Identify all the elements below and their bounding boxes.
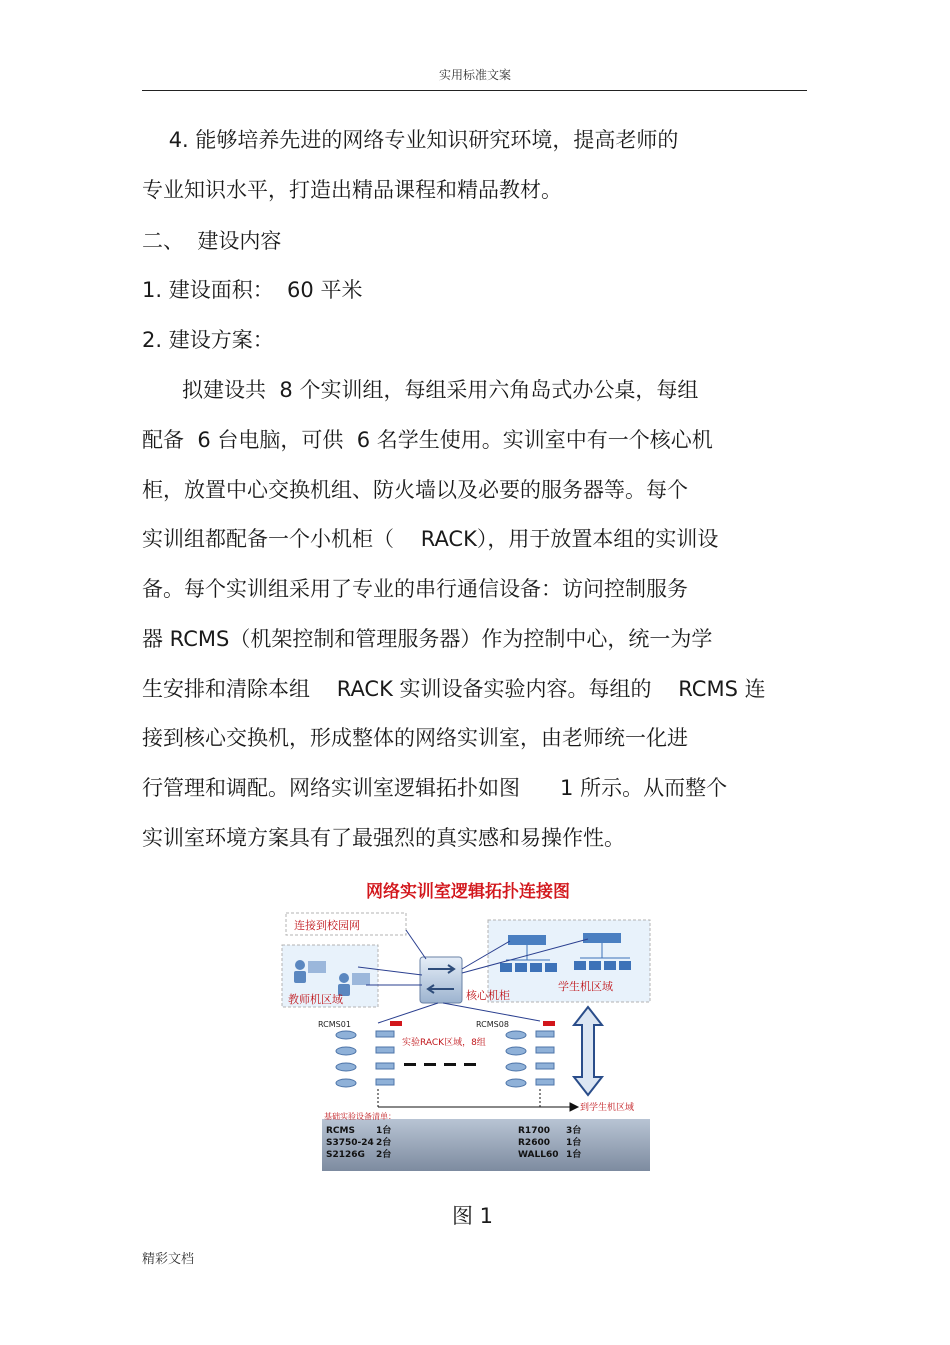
equipment-qty: 1台: [566, 1150, 582, 1160]
equipment-qty: 1台: [376, 1126, 392, 1136]
rack-dashes: [404, 1063, 476, 1066]
equipment-qty: 2台: [376, 1138, 392, 1148]
paragraph-line: 实训室环境方案具有了最强烈的真实感和易操作性。: [142, 826, 625, 850]
paragraph-line: 柜，放置中心交换机组、防火墙以及必要的服务器等。每个: [142, 478, 688, 502]
page-header: 实用标准文案: [438, 68, 511, 82]
paragraph-line: 器 RCMS（机架控制和管理服务器）作为控制中心，统一为学: [142, 627, 713, 651]
to-student-label: 到学生机区域: [580, 1103, 635, 1113]
page-footer: 精彩文档: [142, 1252, 195, 1267]
paragraph-line: 生安排和清除本组 RACK 实训设备实验内容。每组的 RCMS 连: [142, 677, 766, 701]
paragraph-line: 实训组都配备一个小机柜（ RACK），用于放置本组的实训设: [142, 527, 719, 551]
paragraph-line: 1. 建设面积： 60 平米: [142, 278, 363, 302]
paragraph-line: 行管理和调配。网络实训室逻辑拓扑如图 1 所示。从而整个: [142, 776, 728, 800]
student-label: 学生机区域: [558, 980, 613, 993]
core-switch-icon: [420, 957, 462, 1003]
rack-group-8-icon: [506, 1021, 555, 1087]
equipment-qty: 1台: [566, 1138, 582, 1148]
header-rule: [142, 90, 807, 91]
equipment-qty: 2台: [376, 1150, 392, 1160]
figure-caption: 图 1: [452, 1204, 494, 1228]
paragraph-line: 2. 建设方案：: [142, 328, 274, 352]
equipment-name: S3750-24: [326, 1138, 374, 1148]
paragraph-line: 配备 6 台电脑，可供 6 名学生使用。实训室中有一个核心机: [142, 428, 713, 452]
equipment-name: RCMS: [326, 1126, 355, 1136]
paragraph-line: 拟建设共 8 个实训组，每组采用六角岛式办公桌，每组: [142, 378, 699, 402]
equipment-list-title: 基础实验设备清单：: [324, 1112, 396, 1121]
rack-area-label: 实验RACK区域，8组: [402, 1038, 486, 1048]
to-student-arrow: [378, 1089, 578, 1111]
equipment-name: R1700: [518, 1126, 550, 1136]
rcms08-label: RCMS08: [476, 1020, 509, 1029]
rack-group-1-icon: [336, 1021, 402, 1087]
paragraph-line: 4. 能够培养先进的网络专业知识研究环境，提高老师的: [142, 128, 679, 152]
core-label: 核心机柜: [466, 989, 510, 1002]
equipment-qty: 3台: [566, 1126, 582, 1136]
teacher-label: 教师机区域: [288, 993, 343, 1006]
figure-title: 网络实训室逻辑拓扑连接图: [366, 882, 570, 902]
equipment-name: WALL60: [518, 1150, 559, 1160]
campus-label: 连接到校园网: [294, 919, 360, 932]
equipment-name: R2600: [518, 1138, 550, 1148]
topology-figure: [278, 875, 658, 1175]
rcms01-label: RCMS01: [318, 1020, 351, 1029]
paragraph-line: 备。每个实训组采用了专业的串行通信设备：访问控制服务: [142, 577, 688, 601]
equipment-name: S2126G: [326, 1150, 365, 1160]
section-heading: 二、 建设内容: [142, 229, 282, 253]
double-arrow-icon: [574, 1007, 602, 1095]
paragraph-line: 专业知识水平，打造出精品课程和精品教材。: [142, 178, 562, 202]
paragraph-line: 接到核心交换机，形成整体的网络实训室，由老师统一化进: [142, 726, 688, 750]
